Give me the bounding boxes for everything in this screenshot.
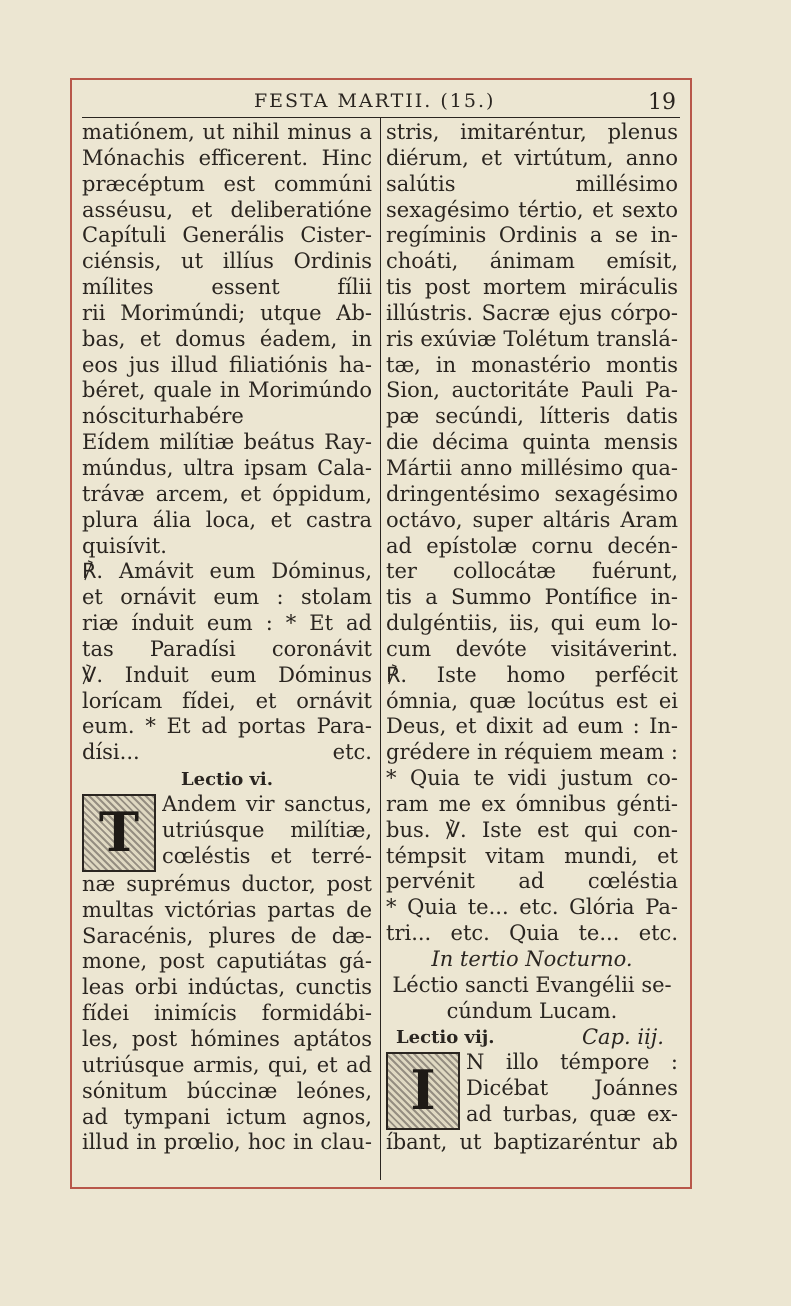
text-line: dulgéntiis, iis, qui eum lo- xyxy=(386,611,678,636)
right-text-block xyxy=(386,120,678,947)
text-line: Léctio sancti Evangélii se- xyxy=(392,972,672,997)
text-line: leas orbi indúctas, cunctis xyxy=(82,975,372,1000)
text-line: utriúsque armis, qui, et ad xyxy=(82,1052,372,1077)
text-line: Mártii anno millésimo qua- xyxy=(386,455,678,480)
text-line: ris exúviæ Tolétum translá- xyxy=(386,326,678,351)
text-line: Mónachis efficerent. Hinc xyxy=(82,145,372,170)
text-line: tis a Summo Pontífice in- xyxy=(386,585,678,610)
text-line: béret, quale in Morimúndo xyxy=(82,378,372,403)
text-line: Sion, auctoritáte Pauli Pa- xyxy=(386,378,678,403)
text-line: et ornávit eum : stolam xyxy=(82,585,372,610)
initial-i-icon: I xyxy=(386,1052,460,1130)
text-line: illud in prœlio, hoc in clau- xyxy=(82,1130,372,1155)
text-line: cúndum Lucam. xyxy=(446,998,618,1023)
text-line: íbant, ut baptizaréntur ab xyxy=(386,1130,678,1155)
text-line: pæ secúndi, lítteris datis xyxy=(386,404,678,429)
text-line: præcéptum est commúni xyxy=(82,171,372,196)
text-line: plura ália loca, et castra xyxy=(82,507,372,532)
left-text-block xyxy=(82,120,372,766)
text-line: bas, et domus éadem, in xyxy=(82,326,372,351)
text-line: témpsit vitam mundi, et xyxy=(386,843,678,868)
text-line: illústris. Sacræ ejus córpo- xyxy=(386,300,678,325)
text-line: utriúsque milítiæ, xyxy=(162,817,372,842)
text-line: les, post hómines aptátos xyxy=(82,1027,372,1051)
lectio-vii-text xyxy=(386,1130,678,1156)
text-line: matiónem, ut nihil minus a xyxy=(82,120,372,144)
red-frame-bottom xyxy=(70,1187,692,1189)
text-line: Deus, et dixit ad eum : In- xyxy=(386,714,678,739)
lectio-vi-text xyxy=(82,872,372,1156)
left-column xyxy=(82,120,372,1156)
text-line: ciénsis, ut illíus Ordinis xyxy=(82,249,372,274)
text-line: * Quia te vidi justum co- xyxy=(386,766,678,791)
text-line: octávo, super altáris Aram xyxy=(386,507,678,532)
text-line: ad tympani ictum agnos, xyxy=(82,1104,372,1129)
text-line: næ suprémus ductor, post xyxy=(82,871,372,896)
text-line: Dicébat Joánnes xyxy=(466,1076,678,1101)
text-line: eum. * Et ad portas Para- xyxy=(82,714,372,739)
text-line: dísi... etc. xyxy=(82,740,372,765)
text-line: ómnia, quæ locútus est ei xyxy=(386,688,678,713)
text-line: tri... etc. Quia te... etc. xyxy=(386,921,678,946)
lectio-vii-heading: Lectio vij. xyxy=(396,1026,495,1048)
gospel-heading xyxy=(386,973,678,1025)
lectio-vii-dropcap-block xyxy=(386,1050,678,1130)
text-line: ad turbas, quæ ex- xyxy=(466,1102,678,1127)
text-line: N illo témpore : xyxy=(466,1050,678,1075)
text-line: cœléstis et terré- xyxy=(162,843,372,868)
text-line: choáti, ánimam emísit, xyxy=(386,249,678,274)
text-line: Eídem milítiæ beátus Ray- xyxy=(82,430,372,455)
text-line: asséusu, et deliberatióne xyxy=(82,197,372,222)
text-line: salútis millésimo xyxy=(386,171,678,196)
chapter-ref: Cap. iij. xyxy=(581,1024,664,1049)
header-rule xyxy=(82,117,680,118)
text-line: mílites essent fílii xyxy=(82,275,372,300)
text-line: tas Paradísi coronávit xyxy=(82,636,372,661)
text-line: ad epístolæ cornu decén- xyxy=(386,533,678,558)
text-line: Saracénis, plures de dæ- xyxy=(82,923,372,948)
text-line: multas victórias partas de xyxy=(82,897,372,922)
page-number: 19 xyxy=(648,90,676,115)
text-line: riæ índuit eum : * Et ad xyxy=(82,611,372,636)
text-line: ℟. Amávit eum Dóminus, xyxy=(82,559,372,584)
running-header xyxy=(82,88,680,116)
text-line: cum devóte visitáverint. xyxy=(386,636,678,661)
text-line: tis post mortem miráculis xyxy=(386,275,678,300)
initial-t-icon: T xyxy=(82,794,156,872)
text-line: rii Morimúndi; utque Ab- xyxy=(82,300,372,325)
text-line: regíminis Ordinis a se in- xyxy=(386,223,678,248)
text-line: ter collocátæ fuérunt, xyxy=(386,559,678,584)
lectio-vii-heading-row xyxy=(386,1025,678,1051)
header-title: FESTA MARTII. (15.) xyxy=(254,90,496,112)
text-line: múndus, ultra ipsam Cala- xyxy=(82,455,372,480)
text-line: ram me ex ómnibus génti- xyxy=(386,791,678,816)
text-line: tæ, in monastério montis xyxy=(386,352,678,377)
text-line: fídei inimícis formidábi- xyxy=(82,1001,372,1026)
text-line: Andem vir sanctus, xyxy=(162,791,372,816)
text-line: bus. ℣. Iste est qui con- xyxy=(386,817,678,842)
text-line: pervénit ad cœléstia xyxy=(386,869,678,894)
text-line: eos jus illud filiatiónis ha- xyxy=(82,352,372,377)
text-line: lorícam fídei, et ornávit xyxy=(82,688,372,713)
text-line: grédere in réquiem meam : xyxy=(386,740,678,765)
text-line: diérum, et virtútum, anno xyxy=(386,145,678,170)
text-line: ℣. Induit eum Dóminus xyxy=(82,662,372,687)
text-line: nósciturhabére xyxy=(82,404,244,429)
text-line: Capítuli Generális Cister- xyxy=(82,223,372,248)
red-frame-left xyxy=(70,78,72,1189)
text-line: die décima quinta mensis xyxy=(386,430,678,455)
right-column xyxy=(386,120,678,1156)
text-line: quisívit. xyxy=(82,533,167,558)
text-line: mone, post caputiátas gá- xyxy=(82,949,372,974)
lectio-vi-dropcap-block xyxy=(82,792,372,872)
text-line: sónitum búccinæ leónes, xyxy=(82,1078,372,1103)
text-line: stris, imitaréntur, plenus xyxy=(386,120,678,144)
lectio-vi-heading: Lectio vi. xyxy=(180,769,274,791)
red-frame-right xyxy=(690,78,692,1189)
text-line: trávæ arcem, et óppidum, xyxy=(82,481,372,506)
column-divider xyxy=(380,117,381,1180)
text-line: sexagésimo tértio, et sexto xyxy=(386,197,678,222)
red-frame-top xyxy=(70,78,692,80)
nocturn-title: In tertio Nocturno. xyxy=(431,947,633,971)
text-line: ℟. Iste homo perfécit xyxy=(386,662,678,687)
text-line: * Quia te... etc. Glória Pa- xyxy=(386,895,678,920)
text-line: dringentésimo sexagésimo xyxy=(386,481,678,506)
